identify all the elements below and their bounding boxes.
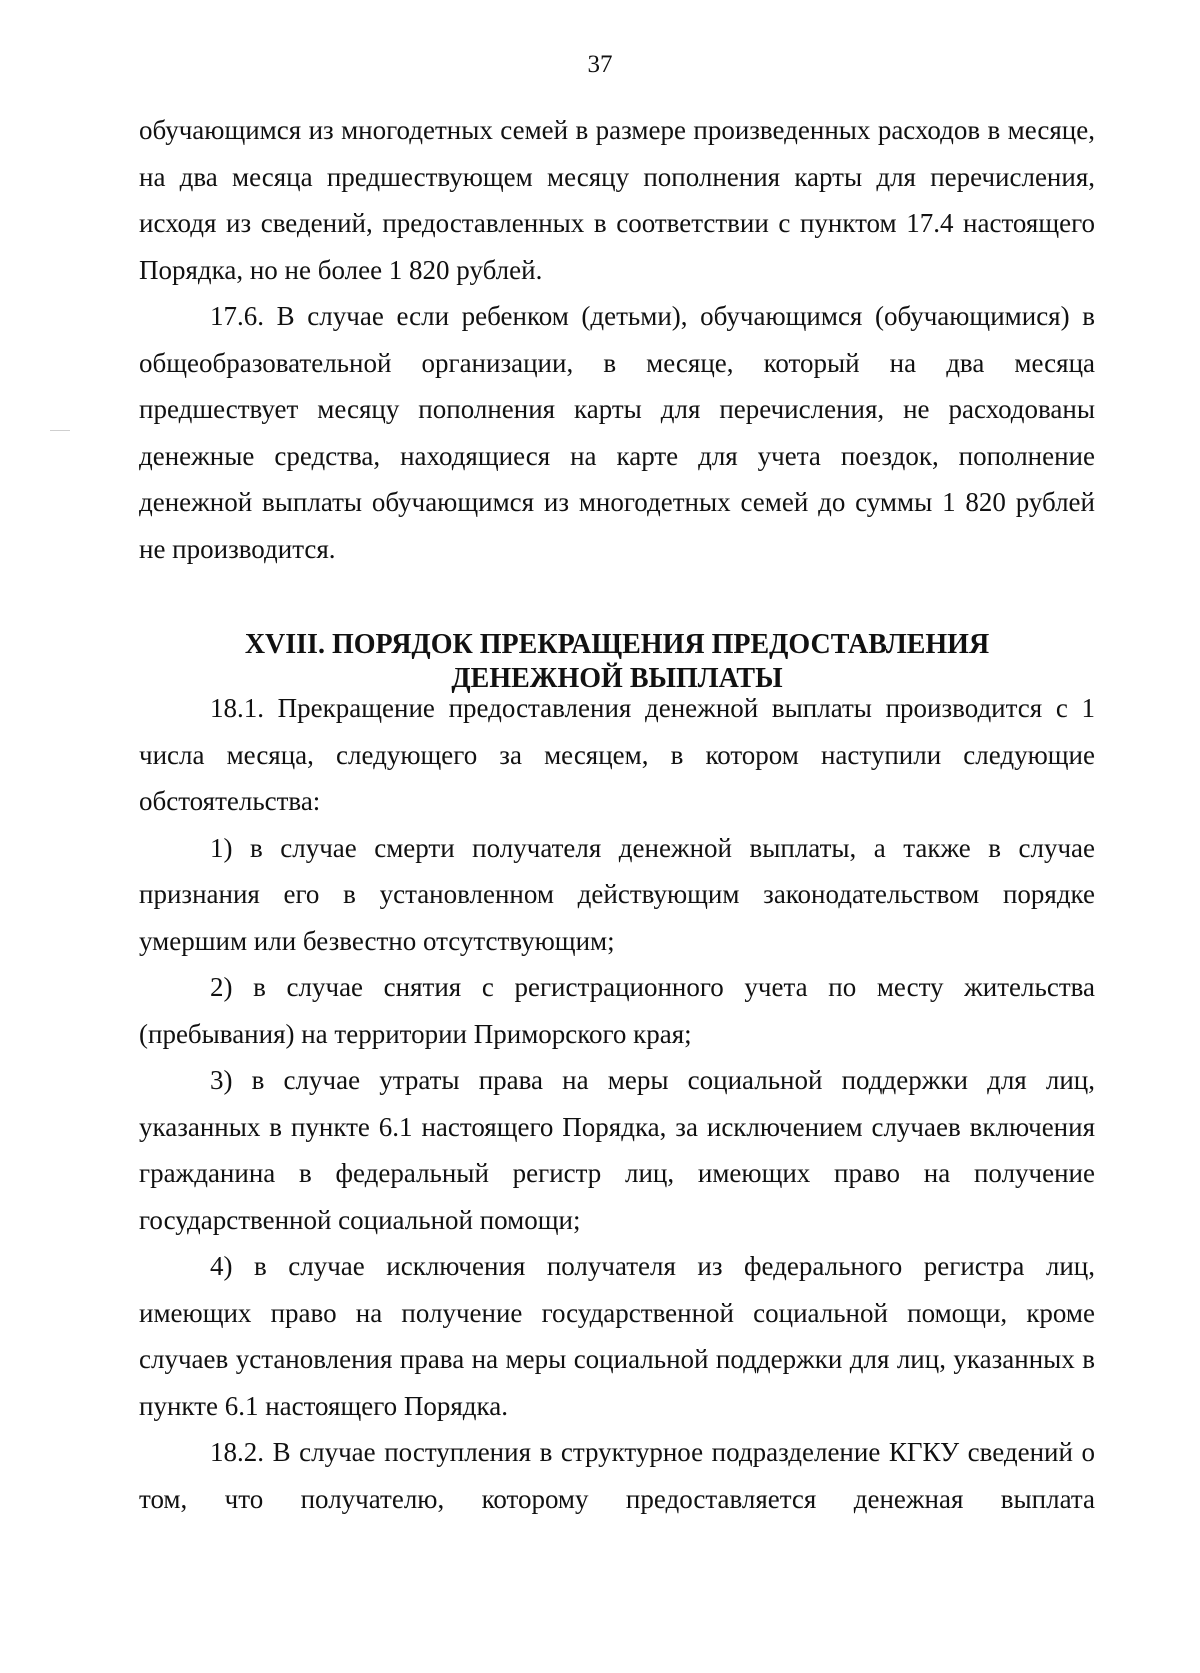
paragraph-17-6: 17.6. В случае если ребенком (детьми), обучающимся (обучающимися) в общеобразовательной организации, в месяце, который на два месяца предшествует месяцу пополнения карты для перечисления, не расходованы денежные средства, находящиеся на карте для учета поездок, пополнение денежной выплаты обучающимся из многодетных семей до суммы 1 820 рублей не производится.	[139, 301, 1095, 564]
scan-margin-mark	[50, 430, 70, 431]
section-text-block	[139, 685, 1095, 1522]
paragraph-18-1: 18.1. Прекращение предоставления денежной выплаты производится с 1 числа месяца, следующего за месяцем, в котором наступили следующие обстоятельства:	[139, 693, 1095, 816]
section-heading-line-2: ДЕНЕЖНОЙ ВЫПЛАТЫ	[451, 663, 783, 694]
page-number: 37	[587, 51, 613, 78]
paragraph-18-2: 18.2. В случае поступления в структурное подразделение КГКУ сведений о том, что получателю, которому предоставляется денежная выплата	[139, 1437, 1095, 1514]
top-text-block	[139, 107, 1095, 572]
section-heading-line-1: XVIII. ПОРЯДОК ПРЕКРАЩЕНИЯ ПРЕДОСТАВЛЕНИЯ	[244, 629, 990, 660]
list-item-2: 2) в случае снятия с регистрационного учета по месту жительства (пребывания) на территории Приморского края;	[139, 972, 1095, 1049]
list-item-1: 1) в случае смерти получателя денежной выплаты, а также в случае признания его в установленном действующим законодательством порядке умершим или безвестно отсутствующим;	[139, 832, 1095, 956]
paragraph-continuation: обучающимся из многодетных семей в размере произведенных расходов в месяце, на два месяца предшествующем месяцу пополнения карты для перечисления, исходя из сведений, предоставленных в соответствии с пунктом 17.4 настоящего Порядка, но не более 1 820 рублей.	[139, 115, 1095, 285]
list-item-3: 3) в случае утраты права на меры социальной поддержки для лиц, указанных в пункте 6.1 настоящего Порядка, за исключением случаев включения гражданина в федеральный регистр лиц, имеющих право на получение государственной социальной помощи;	[139, 1065, 1095, 1235]
list-item-4: 4) в случае исключения получателя из федерального регистра лиц, имеющих право на получение государственной социальной помощи, кроме случаев установления права на меры социальной поддержки для лиц, указанных в пункте 6.1 настоящего Порядка.	[139, 1251, 1095, 1421]
